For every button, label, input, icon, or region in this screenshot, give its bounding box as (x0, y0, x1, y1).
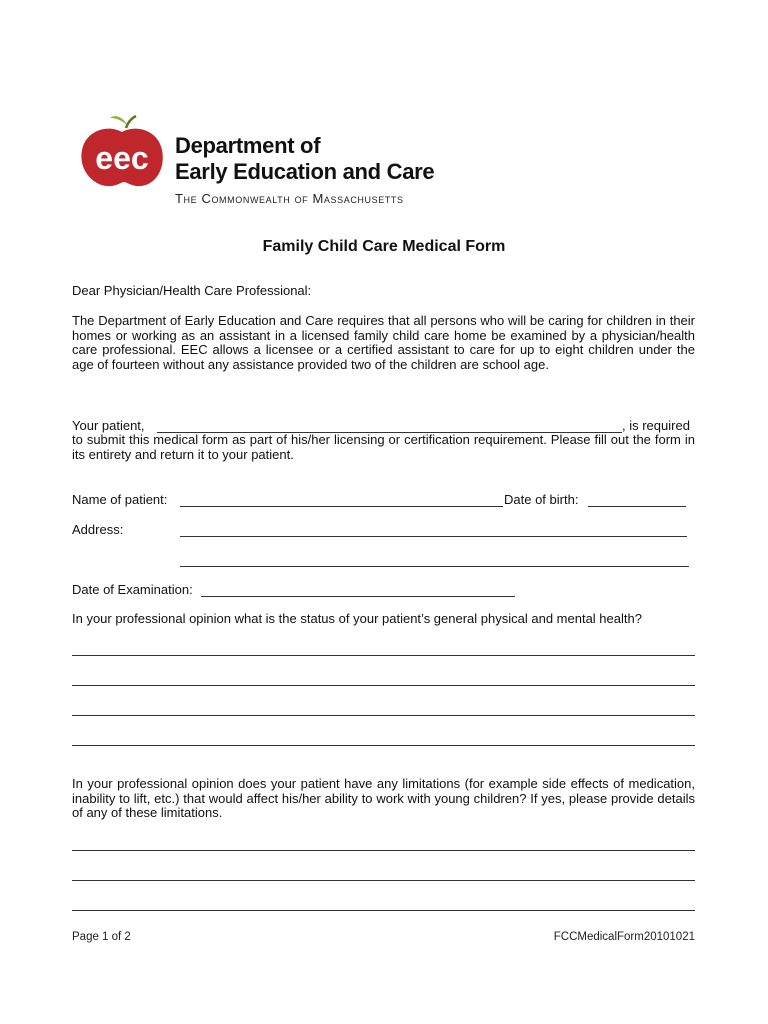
logo-text: eec (95, 140, 149, 176)
address-field-line1[interactable] (180, 536, 687, 537)
form-id: FCCMedicalForm20101021 (553, 931, 695, 943)
address-field-line2[interactable] (180, 566, 689, 567)
answer2-line3[interactable] (72, 910, 695, 911)
answer1-line3[interactable] (72, 715, 695, 716)
form-title: Family Child Care Medical Form (262, 238, 506, 255)
answer1-line2[interactable] (72, 685, 695, 686)
dob-label: Date of birth: (504, 492, 579, 507)
name-label: Name of patient: (72, 492, 168, 507)
org-name-line2: Early Education and Care (175, 159, 435, 184)
exam-date-field[interactable] (201, 596, 515, 597)
dob-field[interactable] (588, 506, 686, 507)
intro-paragraph: The Department of Early Education and Care requires that all persons who will be caring for children in their homes or working as an assistant in a licensed family child care home be examined by a physician/health care professional. EEC allows a licensee or a certified assistant to care for up to eight children under the age of fourteen without any assistance provided two of the children are school age. (72, 313, 695, 373)
patient-instructions: to submit this medical form as part of his/her licensing or certification requirement. Please fill out the form in its entirety and return it to your patient. (72, 432, 695, 462)
name-field[interactable] (180, 506, 503, 507)
question-limitations: In your professional opinion does your patient have any limitations (for example side effects of medication, inability to lift, etc.) that would affect his/her ability to work with young children? If yes, please provide details of any of these limitations. (72, 776, 695, 821)
patient-suffix: , is required (622, 418, 690, 433)
patient-prefix: Your patient, (72, 418, 145, 433)
answer1-line4[interactable] (72, 745, 695, 746)
eec-logo (78, 112, 166, 192)
answer1-line1[interactable] (72, 655, 695, 656)
org-subtitle: The Commonwealth of Massachusetts (175, 191, 404, 206)
answer2-line2[interactable] (72, 880, 695, 881)
exam-date-label: Date of Examination: (72, 582, 193, 597)
page-number: Page 1 of 2 (72, 931, 131, 943)
answer2-line1[interactable] (72, 850, 695, 851)
question-health-status: In your professional opinion what is the status of your patient’s general physical and mental health? (72, 611, 642, 626)
address-label: Address: (72, 522, 124, 537)
salutation: Dear Physician/Health Care Professional: (72, 283, 312, 298)
org-name-line1: Department of (175, 133, 321, 158)
